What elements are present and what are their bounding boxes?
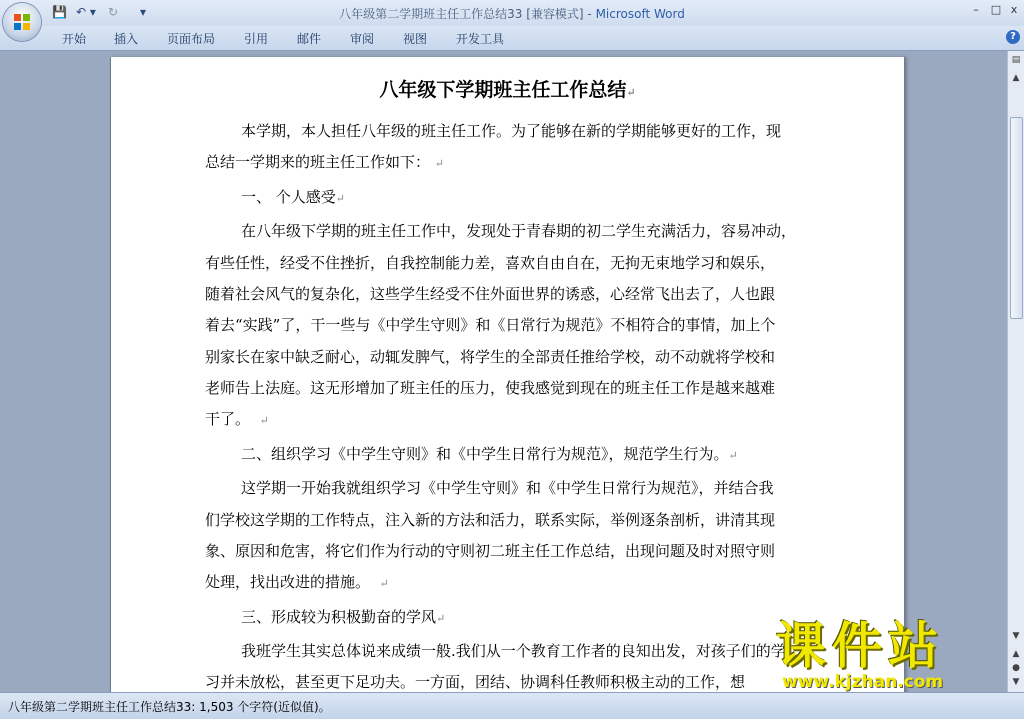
text-line: 处理，找出改进的措施。 ↵ <box>205 573 389 591</box>
section-heading: 一、 个人感受↵ <box>241 188 345 206</box>
help-icon[interactable]: ? <box>1006 30 1020 44</box>
text-line: 随着社会风气的复杂化，这些学生经受不住外面世界的诱惑，心经常飞出去了，人也跟 <box>205 285 776 303</box>
section-heading: 二、组织学习《中学生守则》和《中学生日常行为规范》，规范学生行为。↵ <box>241 445 738 463</box>
undo-icon[interactable]: ↶ ▾ <box>76 5 96 19</box>
text-line: 有些任性，经受不住挫折，自我控制能力差，喜欢自由自在，无拘无束地学习和娱乐， <box>205 254 776 272</box>
text-line: 总结一学期来的班主任工作如下： ↵ <box>205 153 445 171</box>
document-title: 八年级下学期班主任工作总结↵ <box>379 79 636 101</box>
tab-developer[interactable]: 开发工具 <box>456 32 505 46</box>
title-bar <box>0 0 1024 26</box>
text-line: 别家长在家中缺乏耐心，动辄发脾气，将学生的全部责任推给学校，动不动就将学校和 <box>205 348 776 366</box>
text-line: 我班学生其实总体说来成绩一般.我们从一个教育工作者的良知出发，对孩子们的学 <box>241 642 786 660</box>
customize-quick-access-icon[interactable]: ▾ <box>140 5 147 19</box>
ribbon-tabs <box>0 26 1024 51</box>
office-logo-icon <box>12 12 32 32</box>
paragraph-mark: ↵ <box>379 577 389 590</box>
status-bar <box>0 692 1024 719</box>
paragraph-mark: ↵ <box>626 86 636 99</box>
text-line: 老师告上法庭。这无形增加了班主任的压力，使我感觉到现在的班主任工作是越来越难 <box>205 379 776 397</box>
ruler-toggle-icon[interactable]: ▤ <box>1011 55 1021 65</box>
select-browse-object-icon[interactable]: ● <box>1012 663 1020 673</box>
watermark-url: www.kjzhan.com <box>782 672 944 692</box>
tab-mailings[interactable]: 邮件 <box>297 32 322 46</box>
restore-button[interactable]: □ <box>990 3 1002 16</box>
redo-icon[interactable]: ↻ <box>108 5 119 19</box>
close-button[interactable]: x <box>1010 3 1018 16</box>
document-name: 八年级第二学期班主任工作总结33 [兼容模式] <box>339 7 584 21</box>
vertical-scrollbar[interactable] <box>1007 51 1024 692</box>
tab-home[interactable]: 开始 <box>62 32 87 46</box>
office-button[interactable] <box>3 3 41 41</box>
paragraph-mark: ↵ <box>335 192 345 205</box>
tab-insert[interactable]: 插入 <box>114 32 139 46</box>
app-name: Microsoft Word <box>595 7 685 21</box>
scrollbar-thumb[interactable] <box>1010 117 1023 319</box>
paragraph-mark: ↵ <box>436 612 446 625</box>
text-line: 们学校这学期的工作特点，注入新的方法和活力，联系实际，举例逐条剖析，讲清其现 <box>205 511 776 529</box>
text-line: 干了。 ↵ <box>205 410 269 428</box>
previous-page-icon[interactable]: ▲ <box>1012 649 1020 659</box>
watermark-title: 课件站 <box>776 617 944 675</box>
status-text: 八年级第二学期班主任工作总结33: 1,503 个字符(近似值)。 <box>8 700 331 714</box>
text-line: 着去“实践”了，干一些与《中学生守则》和《日常行为规范》不相符合的事情，加上个 <box>205 316 776 334</box>
text-line: 本学期，本人担任八年级的班主任工作。为了能够在新的学期能够更好的工作，现 <box>241 122 782 140</box>
watermark-logo <box>776 618 944 692</box>
paragraph-mark: ↵ <box>434 157 445 170</box>
minimize-button[interactable]: – <box>973 3 979 16</box>
save-icon[interactable]: 💾 <box>52 5 67 19</box>
paragraph-mark: ↵ <box>259 414 269 427</box>
text-line: 在八年级下学期的班主任工作中，发现处于青春期的初二学生充满活力，容易冲动， <box>241 222 797 240</box>
text-line: 象、原因和危害，将它们作为行动的守则初二班主任工作总结，出现问题及时对照守则 <box>205 542 776 560</box>
tab-review[interactable]: 审阅 <box>350 32 375 46</box>
paragraph-mark: ↵ <box>728 449 738 462</box>
text-line: 这学期一开始我就组织学习《中学生守则》和《中学生日常行为规范》，并结合我 <box>241 479 774 497</box>
title-separator: - <box>583 7 596 21</box>
window-title <box>0 5 1024 22</box>
tab-page-layout[interactable]: 页面布局 <box>167 32 216 46</box>
tab-references[interactable]: 引用 <box>244 32 269 46</box>
next-page-icon[interactable]: ▼ <box>1012 677 1020 687</box>
text-line: 习并未放松，甚至更下足功夫。一方面，团结、协调科任教师积极主动的工作，想 <box>205 673 746 691</box>
document-page[interactable] <box>110 57 905 697</box>
scroll-down-icon[interactable]: ▼ <box>1012 631 1020 641</box>
tab-view[interactable]: 视图 <box>403 32 428 46</box>
section-heading: 三、形成较为积极勤奋的学风↵ <box>241 608 446 626</box>
scroll-up-icon[interactable]: ▲ <box>1012 73 1020 83</box>
